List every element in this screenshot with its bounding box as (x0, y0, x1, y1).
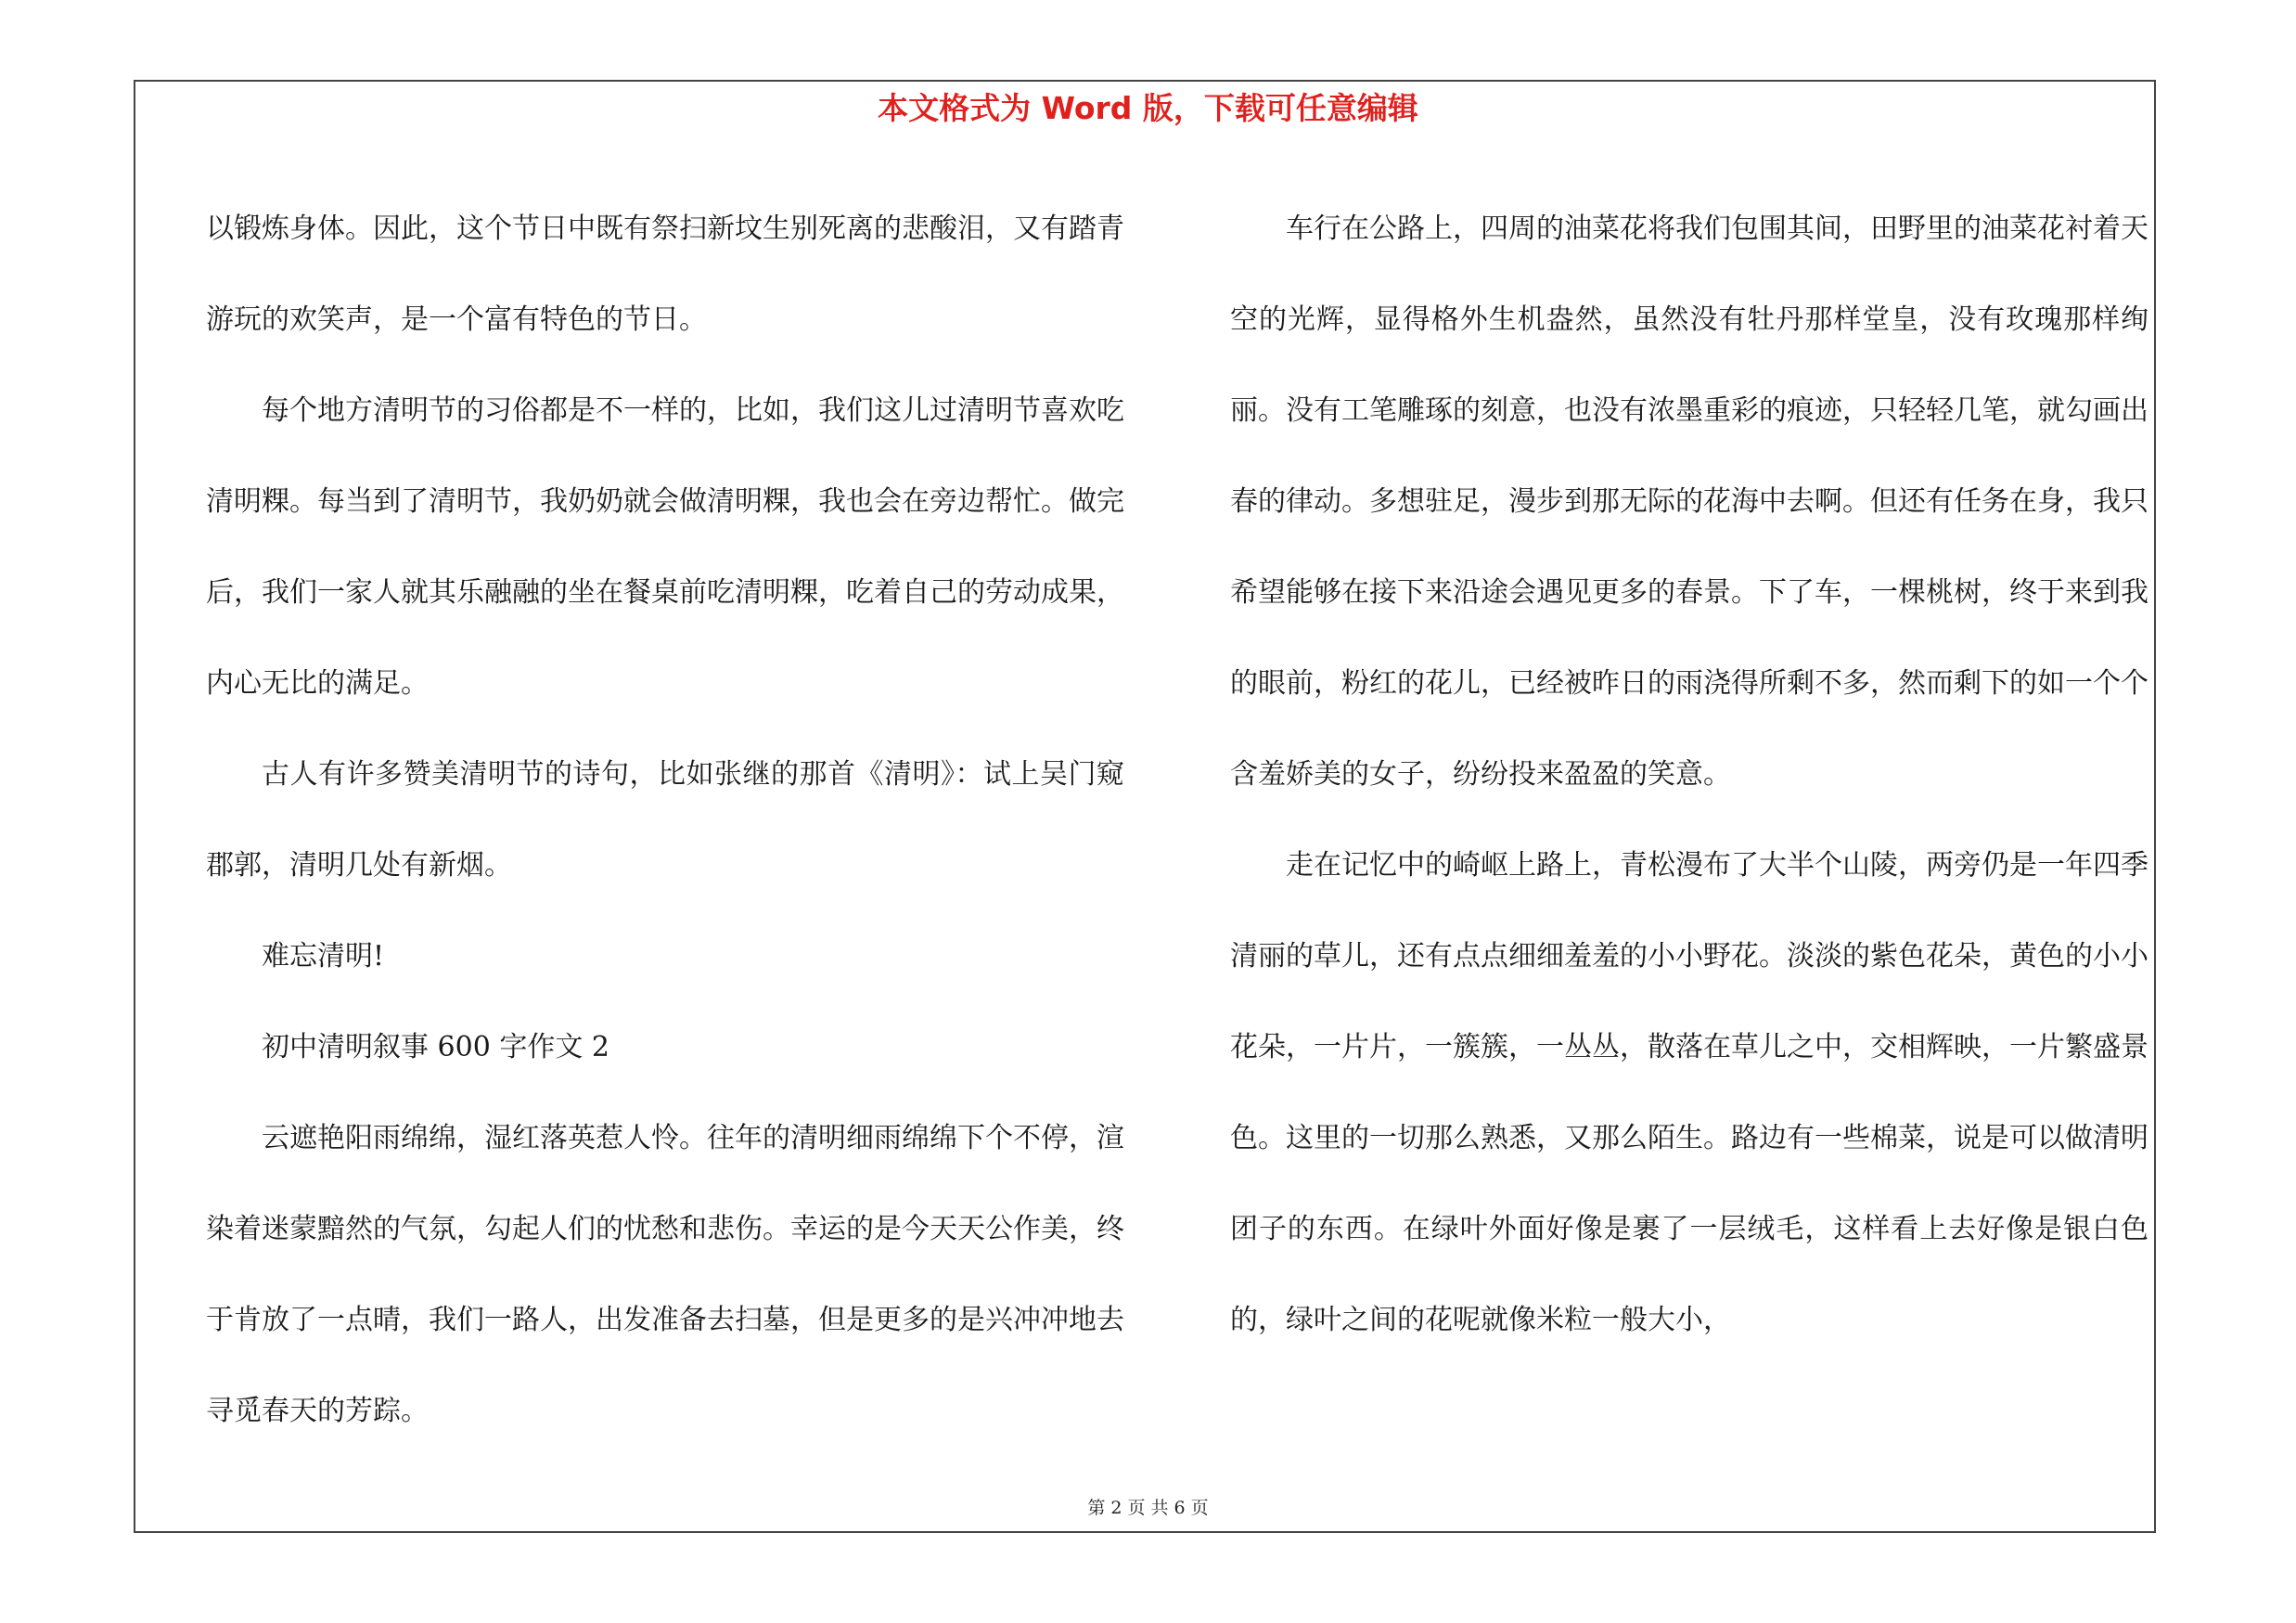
paragraph: 古人有许多赞美清明节的诗句，比如张继的那首《清明》：试上吴门窥郡郭，清明几处有新烟。 (206, 758, 1124, 882)
paragraph: 难忘清明! (262, 940, 385, 973)
section-heading: 初中清明叙事 600 字作文 2 (262, 1031, 609, 1063)
left-column (206, 184, 1124, 1457)
page-indicator: 第 2 页 共 6 页 (1087, 1498, 1209, 1518)
paragraph: 云遮艳阳雨绵绵，湿红落英惹人怜。往年的清明细雨绵绵下个不停，渲染着迷蒙黯然的气氛，勾起人们的忧愁和悲伤。幸运的是今天天公作美，终于肯放了一点晴，我们一路人，出发准备去扫墓，但是更多的是兴冲冲地去寻觅春天的芳踪。 (206, 1122, 1124, 1427)
paragraph: 走在记忆中的崎岖上路上，青松漫布了大半个山陵，两旁仍是一年四季清丽的草儿，还有点点细细羞羞的小小野花。淡淡的紫色花朵，黄色的小小花朵，一片片，一簇簇，一丛丛，散落在草儿之中，交相辉映，一片繁盛景色。这里的一切那么熟悉，又那么陌生。路边有一些棉菜，说是可以做清明团子的东西。在绿叶外面好像是裹了一层绒毛，这样看上去好像是银白色的，绿叶之间的花呢就像米粒一般大小， (1230, 849, 2148, 1336)
paragraph: 以锻炼身体。因此，这个节日中既有祭扫新坟生别死离的悲酸泪，又有踏青游玩的欢笑声，是一个富有特色的节日。 (206, 213, 1124, 336)
right-column (1230, 184, 2148, 1366)
header-banner: 本文格式为 Word 版，下载可任意编辑 (878, 90, 1418, 126)
paragraph: 车行在公路上，四周的油菜花将我们包围其间，田野里的油菜花衬着天空的光辉，显得格外生机盎然，虽然没有牡丹那样堂皇，没有玫瑰那样绚丽。没有工笔雕琢的刻意，也没有浓墨重彩的痕迹，只轻轻几笔，就勾画出春的律动。多想驻足，漫步到那无际的花海中去啊。但还有任务在身，我只希望能够在接下来沿途会遇见更多的春景。下了车，一棵桃树，终于来到我的眼前，粉红的花儿，已经被昨日的雨浇得所剩不多，然而剩下的如一个个含羞娇美的女子，纷纷投来盈盈的笑意。 (1230, 213, 2148, 791)
paragraph: 每个地方清明节的习俗都是不一样的，比如，我们这儿过清明节喜欢吃清明粿。每当到了清明节，我奶奶就会做清明粿，我也会在旁边帮忙。做完后，我们一家人就其乐融融的坐在餐桌前吃清明粿，吃着自己的劳动成果，内心无比的满足。 (206, 394, 1124, 700)
